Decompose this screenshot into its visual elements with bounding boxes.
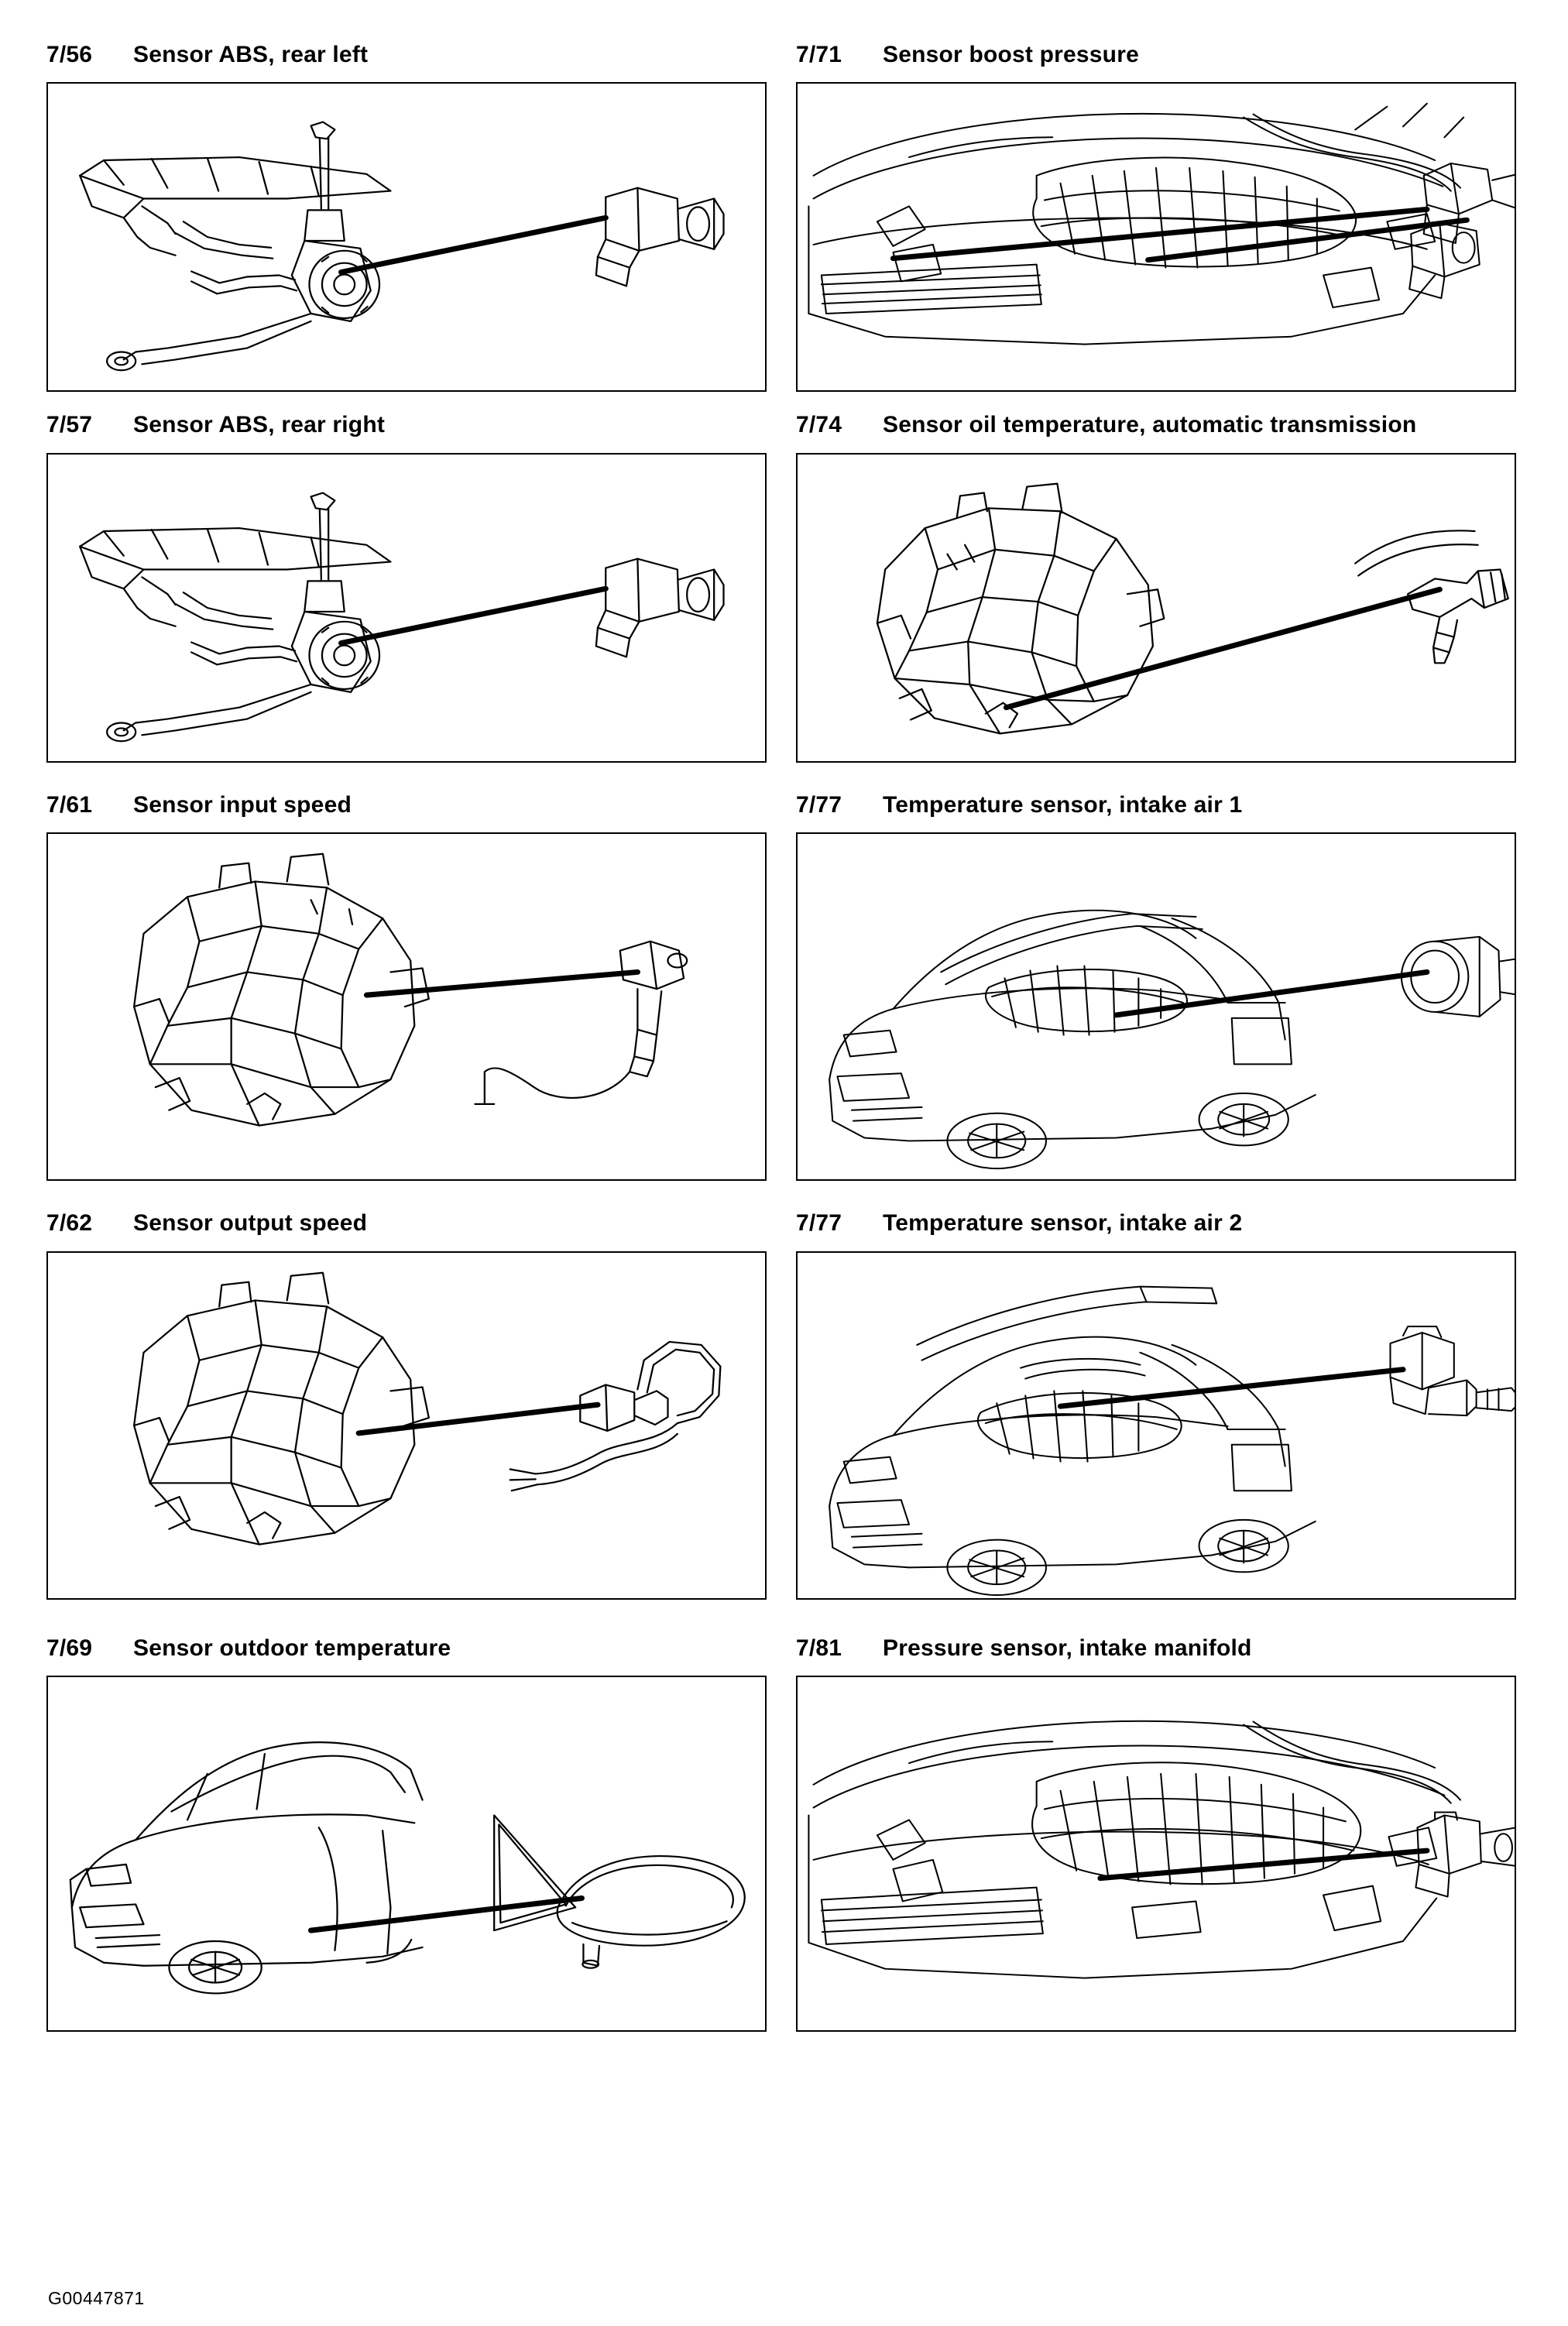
two-column-layout	[46, 40, 1522, 2040]
caption-code: 7/81	[796, 1635, 842, 1661]
right-column	[796, 40, 1516, 2040]
entry-7-61	[46, 791, 767, 1181]
entry-7-77-1	[796, 791, 1516, 1181]
figure-output-speed-sensor	[46, 1251, 767, 1600]
entry-7-77-2	[796, 1209, 1516, 1599]
transmission-input-speed-illustration	[48, 834, 765, 1179]
car-engine-intake-air-2-illustration	[798, 1253, 1515, 1598]
figure-input-speed-sensor	[46, 832, 767, 1181]
figure-boost-pressure-sensor	[796, 82, 1516, 392]
caption-label: Sensor boost pressure	[883, 42, 1139, 67]
caption-label: Sensor outdoor temperature	[133, 1635, 451, 1661]
caption-label: Sensor input speed	[133, 791, 352, 818]
caption-code: 7/56	[46, 42, 93, 67]
figure-rear-axle-abs-sensor-right	[46, 453, 767, 763]
figure-manifold-pressure-sensor	[796, 1676, 1516, 2032]
left-column	[46, 40, 767, 2040]
car-engine-intake-air-1-illustration	[798, 834, 1515, 1179]
entry-7-71	[796, 40, 1516, 392]
caption-code: 7/71	[796, 42, 842, 67]
caption-label: Sensor output speed	[133, 1210, 368, 1237]
caption-label: Temperature sensor, intake air 1	[883, 791, 1243, 818]
figure-intake-air-sensor-2	[796, 1251, 1516, 1600]
entry-7-69	[46, 1634, 767, 2032]
entry-7-81	[796, 1634, 1516, 2032]
caption-7-61	[46, 791, 767, 820]
caption-7-77-1	[796, 791, 1516, 820]
caption-code: 7/61	[46, 791, 93, 818]
caption-code: 7/57	[46, 412, 93, 438]
entry-7-74	[796, 410, 1516, 762]
transmission-output-speed-illustration	[48, 1253, 765, 1598]
figure-outdoor-temp-sensor	[46, 1676, 767, 2032]
caption-code: 7/77	[796, 1210, 842, 1237]
engine-bay-boost-illustration	[798, 84, 1515, 390]
transmission-oil-temp-illustration	[798, 455, 1515, 761]
document-footer-code: G00447871	[48, 2288, 145, 2308]
entry-7-62	[46, 1209, 767, 1599]
caption-7-74	[796, 410, 1516, 440]
caption-code: 7/69	[46, 1635, 93, 1661]
car-mirror-illustration	[48, 1677, 765, 2030]
entry-7-57	[46, 410, 767, 762]
caption-label: Sensor ABS, rear left	[133, 42, 369, 67]
caption-7-71	[796, 40, 1516, 70]
caption-label: Temperature sensor, intake air 2	[883, 1210, 1243, 1237]
caption-label: Sensor oil temperature, automatic transmission	[883, 412, 1417, 438]
caption-7-62	[46, 1209, 767, 1238]
caption-7-69	[46, 1634, 767, 1663]
caption-7-81	[796, 1634, 1516, 1663]
caption-7-57	[46, 410, 767, 440]
caption-label: Pressure sensor, intake manifold	[883, 1635, 1252, 1661]
entry-7-56	[46, 40, 767, 392]
figure-oil-temp-sensor	[796, 453, 1516, 763]
rear-axle-abs-illustration-2	[48, 455, 765, 761]
engine-bay-manifold-illustration	[798, 1677, 1515, 2030]
caption-label: Sensor ABS, rear right	[133, 412, 386, 438]
figure-rear-axle-abs-sensor-left	[46, 82, 767, 392]
caption-code: 7/74	[796, 412, 842, 438]
caption-code: 7/77	[796, 791, 842, 818]
rear-axle-abs-illustration	[48, 84, 765, 390]
caption-7-77-2	[796, 1209, 1516, 1238]
figure-intake-air-sensor-1	[796, 832, 1516, 1181]
caption-code: 7/62	[46, 1210, 93, 1237]
caption-7-56	[46, 40, 767, 70]
